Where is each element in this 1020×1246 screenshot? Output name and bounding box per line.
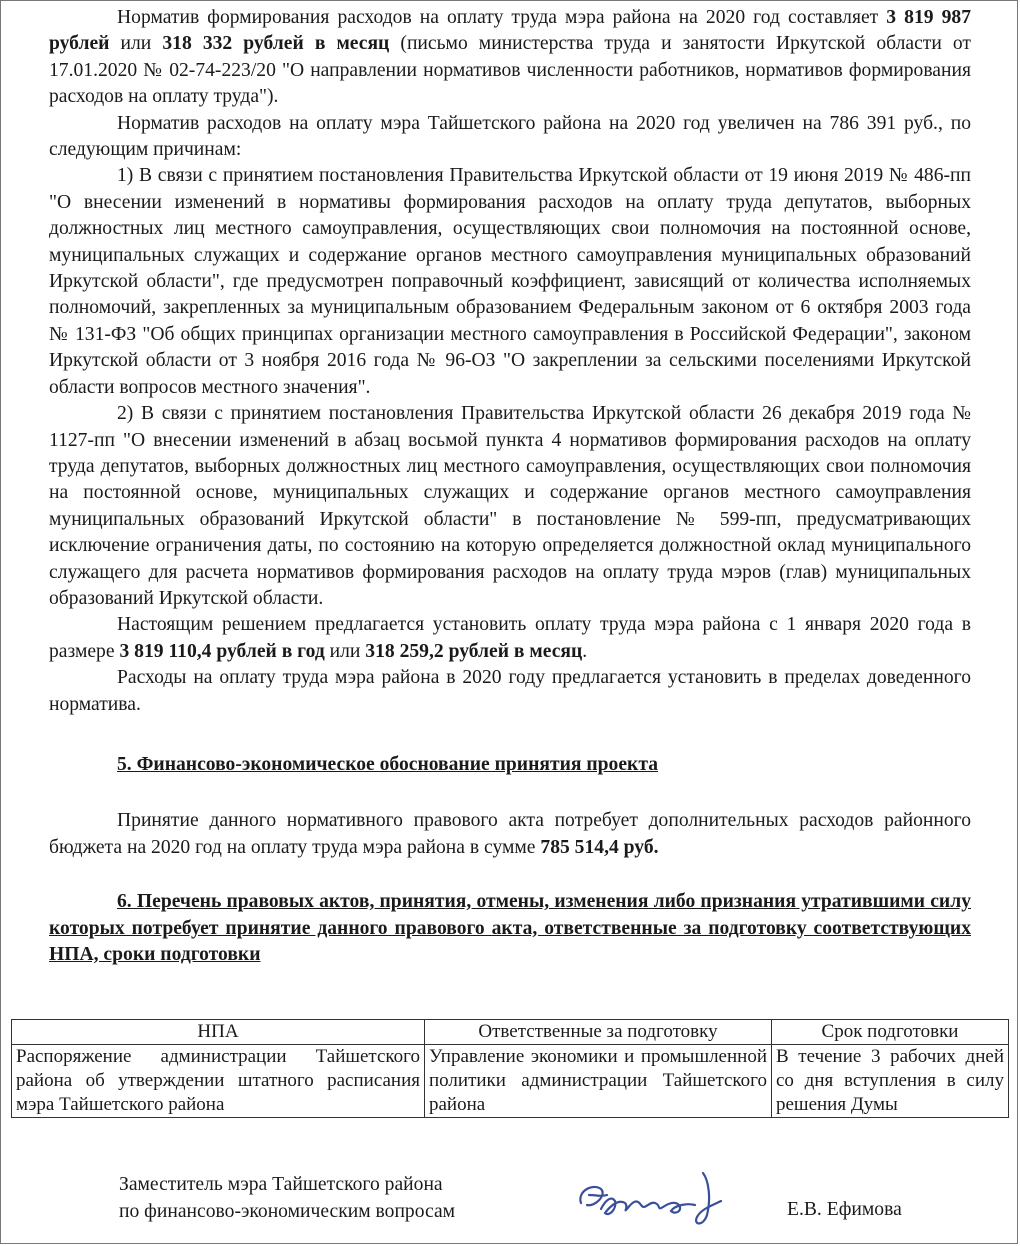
paragraph-limits: Расходы на оплату труда мэра района в 2020 году предлагается установить в пределах доведенного норматива. bbox=[49, 667, 971, 715]
signer-position bbox=[119, 1171, 455, 1225]
table-cell-deadline: В течение 3 рабочих дней со дня вступления в силу решения Думы bbox=[772, 1045, 1009, 1118]
table-cell-npa: Распоряжение администрации Тайшетского района об утверждении штатного расписания мэра Тайшетского района bbox=[12, 1045, 425, 1118]
section-6-heading: 6. Перечень правовых актов, принятия, отмены, изменения либо признания утратившими силу которых потребует принятие данного правового акта, ответственные за подготовку соответствующих НПА, сроки подготовки bbox=[49, 891, 971, 965]
table-header-row bbox=[12, 1020, 1009, 1045]
column-header-deadline: Срок подготовки bbox=[772, 1020, 1009, 1045]
handwritten-signature bbox=[571, 1165, 741, 1235]
signer-position-line-1: Заместитель мэра Тайшетского района bbox=[119, 1174, 443, 1195]
paragraph-norm: Норматив формирования расходов на оплату труда мэра района на 2020 год составляет 3 819 987 рублей или 318 332 рублей в месяц (письмо министерства труда и занятости Иркутской области от 17.01.2020 № 02-74-223/20 "О направлении нормативов численности работников, нормативов формирования расходов на оплату труда"). bbox=[49, 7, 972, 108]
signer-position-line-2: по финансово-экономическим вопросам bbox=[119, 1201, 456, 1222]
paragraph-reason-2: 2) В связи с принятием постановления Правительства Иркутской области 26 декабря 2019 года № 1127-пп "О внесении изменений в абзац восьмой пункта 4 нормативов формирования расходов на оплату труда депутатов, выборных должностных лиц местного самоуправления, осуществляющих свои полномочия на постоянной основе, муниципальных служащих и содержание органов местного самоуправления муниципальных образований Иркутской области" в постановление № 599-пп, предусматривающих исключение ограничения даты, по состоянию на которую определяется должностной оклад муниципального служащего для расчета нормативов формирования расходов на оплату труда мэров (глав) муниципальных образований Иркутской области. bbox=[49, 403, 971, 609]
paragraph-reason-1: 1) В связи с принятием постановления Правительства Иркутской области от 19 июня 2019 № 486-пп "О внесении изменений в нормативы формирования расходов на оплату труда депутатов, выборных должностных лиц местного самоуправления, осуществляющих свои полномочия на постоянной основе, муниципальных служащих и содержание органов местного самоуправления муниципальных образований Иркутской области", где предусмотрен поправочный коэффициент, зависящий от количества исполняемых полномочий, закрепленных за муниципальным образованием Федеральным законом от 6 октября 2003 года № 131-ФЗ "Об общих принципах организации местного самоуправления в Российской Федерации", законом Иркутской области от 3 ноября 2016 года № 96-ОЗ "О закреплении за сельскими поселениями Иркутской области вопросов местного значения". bbox=[49, 165, 971, 398]
paragraph-proposal: Настоящим решением предлагается установить оплату труда мэра района с 1 января 2020 года в размере 3 819 110,4 рублей в год или 318 259,2 рублей в месяц. bbox=[49, 614, 971, 662]
npa-table bbox=[11, 1019, 1009, 1118]
paragraph-financial: Принятие данного нормативного правового акта потребует дополнительных расходов районного бюджета на 2020 год на оплату труда мэра района в сумме 785 514,4 руб. bbox=[49, 810, 971, 858]
document-body bbox=[49, 5, 971, 968]
column-header-responsible: Ответственные за подготовку bbox=[425, 1020, 772, 1045]
section-5-heading: 5. Финансово-экономическое обоснование принятия проекта bbox=[117, 753, 658, 775]
table-row bbox=[12, 1045, 1009, 1118]
signer-name: Е.В. Ефимова bbox=[787, 1199, 902, 1220]
table-cell-responsible: Управление экономики и промышленной политики администрации Тайшетского района bbox=[425, 1045, 772, 1118]
paragraph-increase: Норматив расходов на оплату мэра Тайшетского района на 2020 год увеличен на 786 391 руб., по следующим причинам: bbox=[49, 112, 971, 161]
column-header-npa: НПА bbox=[12, 1020, 425, 1045]
